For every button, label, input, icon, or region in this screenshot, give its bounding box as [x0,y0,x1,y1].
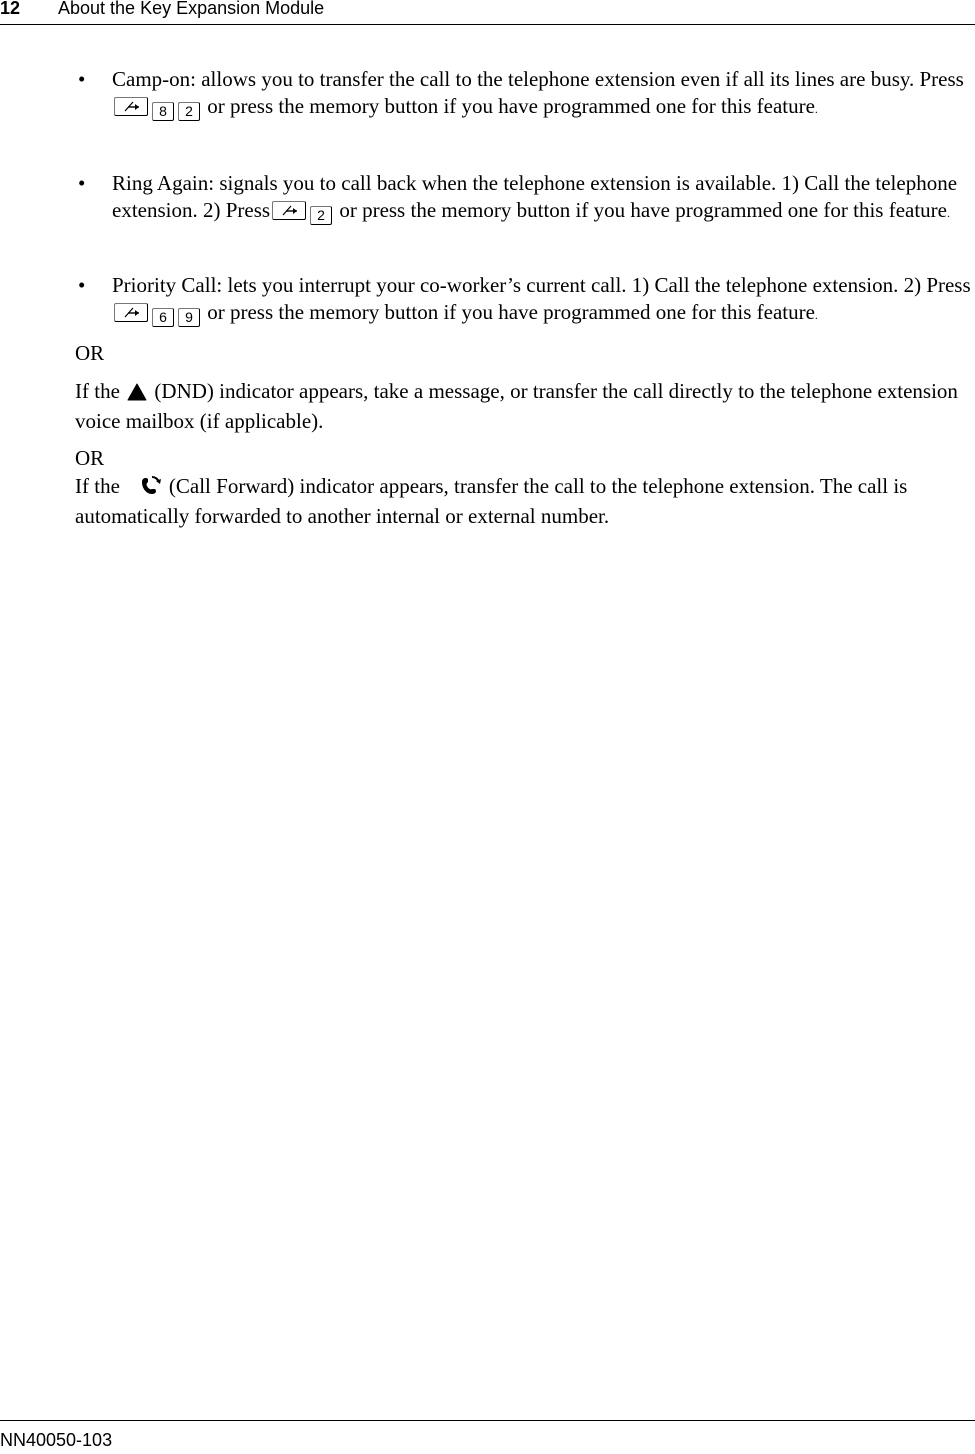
feature-key-icon [114,303,148,322]
call-forward-text-before: If the [75,474,120,498]
dnd-text-before: If the [75,379,120,403]
page-title: About the Key Expansion Module [58,0,325,18]
period: . [814,308,818,322]
digit-key: 9 [178,308,200,327]
call-forward-paragraph [75,473,973,530]
page-number: 12 [0,0,21,18]
or-separator: OR [75,446,105,470]
bullet-dot: • [78,273,86,297]
bullet-dot: • [78,67,86,91]
bullet-text-after: or press the memory button if you have programmed one for this feature [207,300,815,324]
bullet-text [112,66,973,123]
period: . [814,102,818,116]
dnd-text-after: (DND) indicator appears, take a message, or transfer the call directly to the telephone extension voice mailbox (if applicable). [75,379,958,433]
bullet-text-before: Ring Again: signals you to call back when the telephone extension is available. 1) Call the telephone extension. 2) Press [112,171,958,222]
page-header [0,0,975,25]
digit-key: 2 [310,206,332,225]
bullet-text-after: or press the memory button if you have programmed one for this feature [207,94,815,118]
feature-key-icon [272,201,306,220]
digit-key: 6 [152,308,174,327]
dnd-triangle-icon [127,381,147,408]
digit-key: 2 [178,102,200,121]
call-forward-text-after: (Call Forward) indicator appears, transfer the call to the telephone extension. The call is automatically forwarded to another internal or external number. [75,474,908,528]
document-number: NN40050-103 [0,1430,113,1450]
bullet-text [112,170,973,227]
bullet-dot: • [78,171,86,195]
bullet-text [112,272,973,329]
period: . [947,206,950,220]
bullet-text-before: Camp-on: allows you to transfer the call to the telephone extension even if all its lines are busy. Press [112,67,964,91]
bullet-text-before: Priority Call: lets you interrupt your co-worker’s current call. 1) Call the telephone extension. 2) Press [112,273,971,297]
dnd-paragraph [75,378,973,435]
or-separator: OR [75,341,105,365]
call-forward-icon [138,474,162,503]
footer-divider [0,1420,975,1421]
digit-key: 8 [152,102,174,121]
bullet-text-after: or press the memory button if you have programmed one for this feature [339,198,947,222]
feature-key-icon [114,97,148,116]
